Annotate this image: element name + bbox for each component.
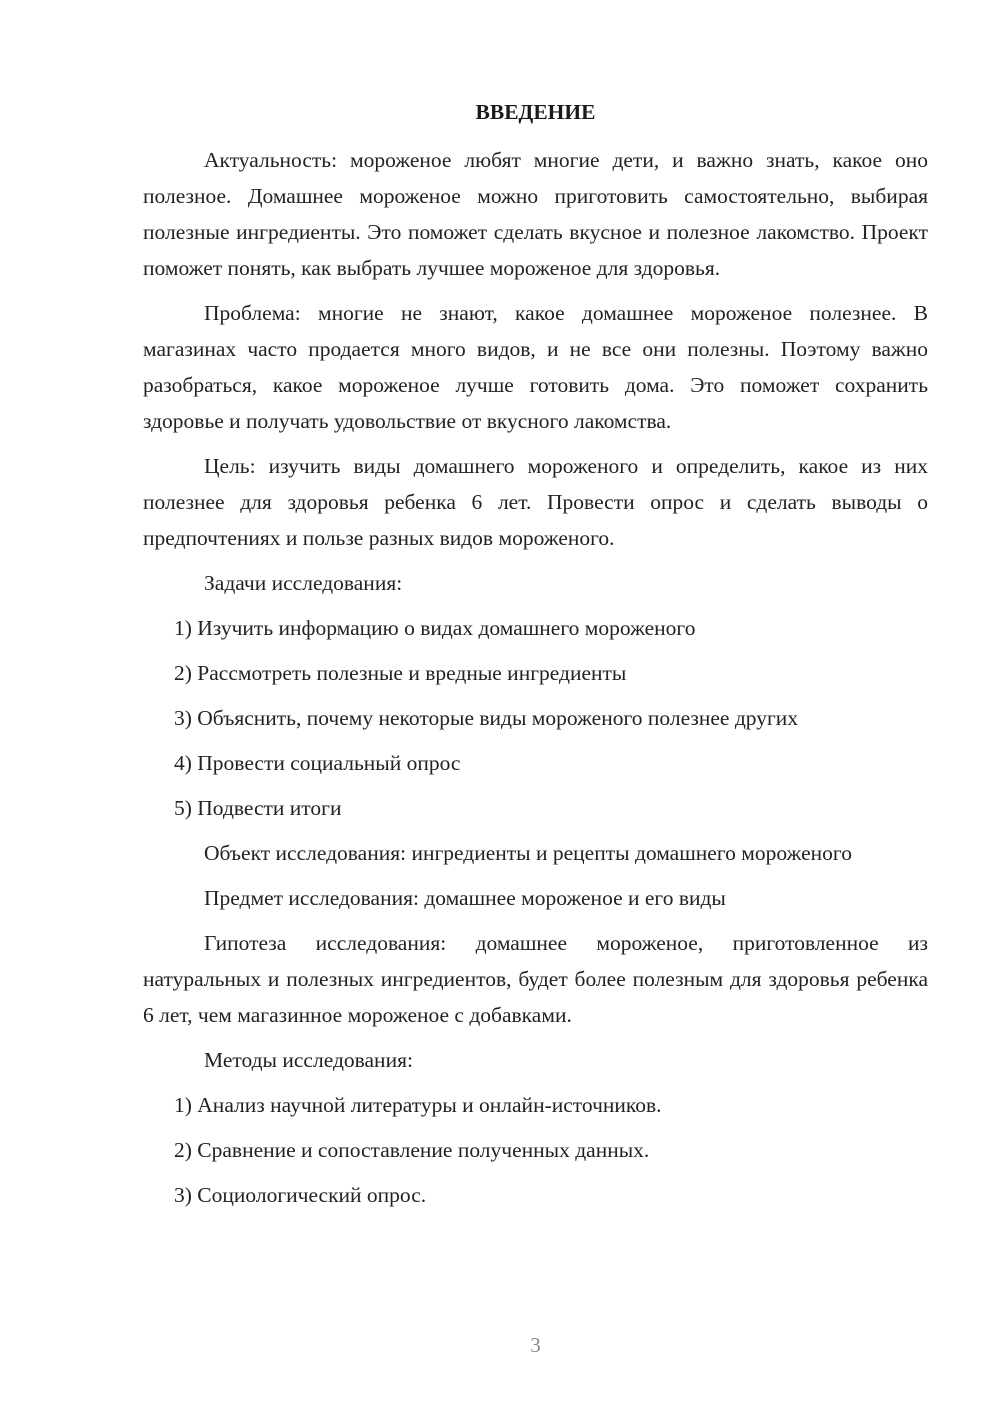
document-body: [143, 142, 928, 1222]
page-title: ВВЕДЕНИЕ: [475, 100, 596, 124]
relevance-paragraph: Актуальность: мороженое любят многие дети, и важно знать, какое оно полезное. Домашнее мороженое можно приготовить самостоятельно, выбирая полезные ингредиенты. Это поможет сделать вкусное и полезное лакомство. Проект поможет понять, как выбрать лучшее мороженое для здоровья.: [143, 148, 928, 280]
object-paragraph: Объект исследования: ингредиенты и рецепты домашнего мороженого: [204, 841, 852, 865]
hypothesis-paragraph: Гипотеза исследования: домашнее мороженое, приготовленное из натуральных и полезных ингредиентов, будет более полезным для здоровья ребенка 6 лет, чем магазинное мороженое с добавками.: [143, 931, 928, 1027]
tasks-heading: Задачи исследования:: [204, 571, 403, 595]
problem-paragraph: Проблема: многие не знают, какое домашнее мороженое полезнее. В магазинах часто продается много видов, и не все они полезны. Поэтому важно разобраться, какое мороженое лучше готовить дома. Это поможет сохранить здоровье и получать удовольствие от вкусного лакомства.: [143, 301, 928, 433]
list-item: 3) Объяснить, почему некоторые виды мороженого полезнее других: [174, 706, 799, 730]
goal-paragraph: Цель: изучить виды домашнего мороженого и определить, какое из них полезнее для здоровья ребенка 6 лет. Провести опрос и сделать выводы о предпочтениях и пользе разных видов мороженого.: [143, 454, 928, 550]
page-number: 3: [530, 1333, 541, 1357]
document-page: [143, 0, 928, 1414]
subject-paragraph: Предмет исследования: домашнее мороженое и его виды: [204, 886, 726, 910]
methods-heading: Методы исследования:: [204, 1048, 413, 1072]
list-item: 4) Провести социальный опрос: [174, 751, 461, 775]
list-item: 1) Анализ научной литературы и онлайн-источников.: [174, 1093, 662, 1117]
tasks-list: [143, 610, 928, 826]
methods-list: [143, 1087, 928, 1213]
list-item: 2) Рассмотреть полезные и вредные ингредиенты: [174, 661, 627, 685]
list-item: 1) Изучить информацию о видах домашнего мороженого: [174, 616, 696, 640]
list-item: 5) Подвести итоги: [174, 796, 342, 820]
list-item: 2) Сравнение и сопоставление полученных данных.: [174, 1138, 650, 1162]
list-item: 3) Социологический опрос.: [174, 1183, 427, 1207]
